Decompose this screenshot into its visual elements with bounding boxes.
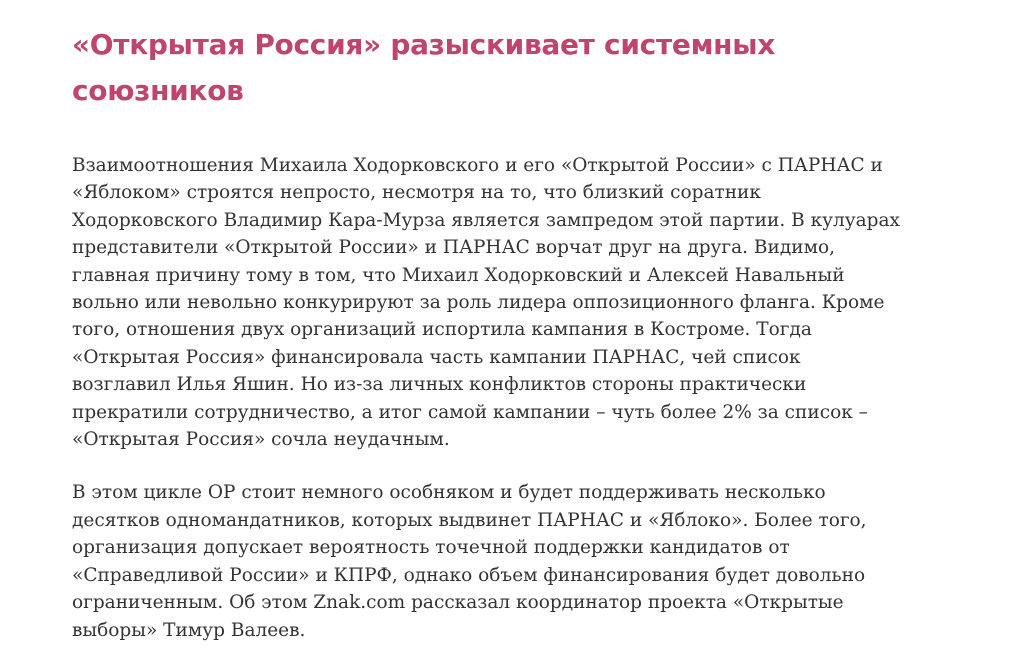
article-headline: «Открытая Россия» разыскивает системных союзников — [72, 28, 775, 107]
article-paragraph-2: В этом цикле ОР стоит немного особняком и будет поддерживать несколько десятков одномандатников, которых выдвинет ПАРНАС и «Яблоко». Более того, организация допускает вероятность точечной поддержки кандидатов от «Справедливой России» и КПРФ, однако объем финансирования будет довольно ограниченным. Об этом Znak.com рассказал координатор проекта «Открытые выборы» Тимур Валеев. — [72, 482, 867, 641]
article-body — [72, 152, 902, 644]
article-paragraph-1: Взаимоотношения Михаила Ходорковского и его «Открытой России» с ПАРНАС и «Яблоком» строятся непросто, несмотря на то, что близкий соратник Ходорковского Владимир Кара-Мурза является зампредом этой партии. В кулуарах представители «Открытой России» и ПАРНАС ворчат друг на друга. Видимо, главная причину тому в том, что Михаил Ходорковский и Алексей Навальный вольно или невольно конкурируют за роль лидера оппозиционного фланга. Кроме того, отношения двух организаций испортила кампания в Костроме. Тогда «Открытая Россия» финансировала часть кампании ПАРНАС, чей список возглавил Илья Яшин. Но из-за личных конфликтов стороны практически прекратили сотрудничество, а итог самой кампании – чуть более 2% за список – «Открытая Россия» сочла неудачным. — [72, 155, 900, 451]
